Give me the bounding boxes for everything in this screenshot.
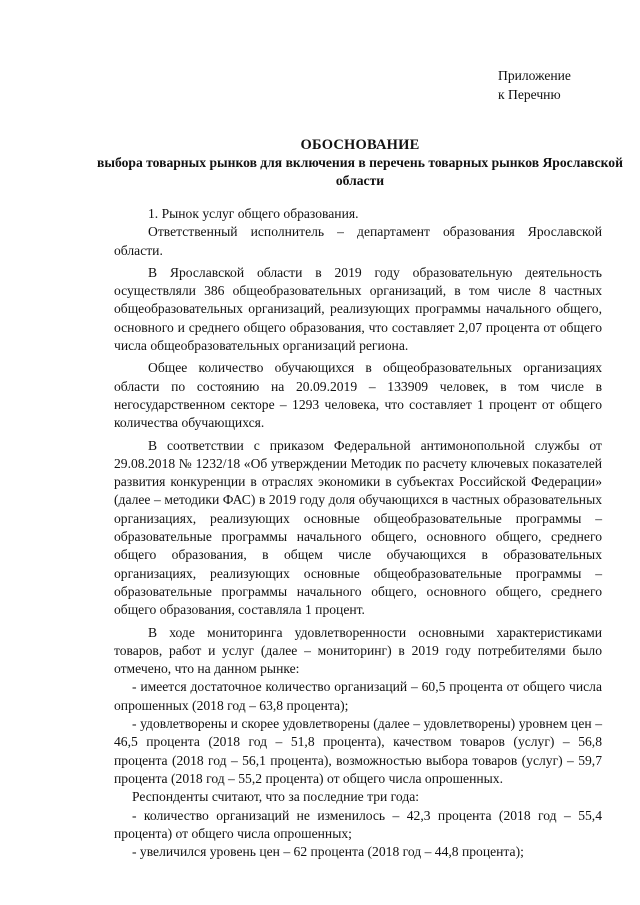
paragraph-respondents: Респонденты считают, что за последние три года:: [132, 789, 420, 805]
title-subheading: выбора товарных рынков для включения в перечень товарных рынков Ярославской области: [97, 155, 623, 188]
list-item: - имеется достаточное количество организаций – 60,5 процента от общего числа опрошенных (2018 год – 63,8 процента);: [114, 679, 602, 713]
paragraph-organizations: В Ярославской области в 2019 году образовательную деятельность осуществляли 386 общеобразовательных организаций, в том числе 8 частных общеобразовательных организаций, реализующих программы начального общего, основного и среднего общего образования, что составляет 2,07 процента от общего числа общеобразовательных организаций региона.: [114, 264, 602, 354]
paragraph-fas-order: В соответствии с приказом Федеральной антимонопольной службы от 29.08.2018 № 1232/18 «Об утверждении Методик по расчету ключевых показателей развития конкуренции в отраслях экономики в субъектах Российской Федерации» (далее – методики ФАС) в 2019 году доля обучающихся в частных образовательных организациях, реализующих основные общеобразовательные программы – образовательные программы начального общего, основного общего, среднего общего образования, в общем числе обучающихся в образовательных организациях, реализующих основные общеобразовательные программы – образовательные программы начального общего, основного общего, среднего общего образования, составляла 1 процент.: [114, 437, 602, 618]
paragraph-responsible: Ответственный исполнитель – департамент образования Ярославской области.: [114, 224, 602, 258]
list-item: - увеличился уровень цен – 62 процента (2018 год – 44,8 процента);: [132, 844, 524, 860]
document-body: [114, 205, 602, 861]
paragraph-students: Общее количество обучающихся в общеобразовательных организациях области по состоянию на 20.09.2019 – 133909 человек, в том числе в негосударственном секторе – 1293 человека, что составляет 1 процент от общего количества обучающихся.: [114, 360, 602, 431]
list-item: - количество организаций не изменилось – 42,3 процента (2018 год – 55,4 процента) от общего числа опрошенных;: [114, 807, 602, 841]
annex-note: [498, 66, 618, 104]
list-item: - удовлетворены и скорее удовлетворены (далее – удовлетворены) уровнем цен – 46,5 процента (2018 год – 51,8 процента), качеством товаров (услуг) – 56,8 процента (2018 год – 56,1 процента), возможностью выбора товаров (услуг) – 59,7 процента (2018 год – 55,2 процента) от общего числа опрошенных.: [114, 716, 602, 786]
paragraph-section-heading: 1. Рынок услуг общего образования.: [148, 206, 359, 221]
annex-line-1: Приложение: [498, 68, 571, 83]
paragraph-monitoring: В ходе мониторинга удовлетворенности основными характеристиками товаров, работ и услуг (далее – мониторинг) в 2019 году потребителями было отмечено, что на данном рынке:: [114, 624, 602, 677]
annex-line-2: к Перечню: [498, 87, 561, 102]
title-heading: ОБОСНОВАНИЕ: [300, 137, 420, 153]
document-title: [80, 136, 640, 190]
